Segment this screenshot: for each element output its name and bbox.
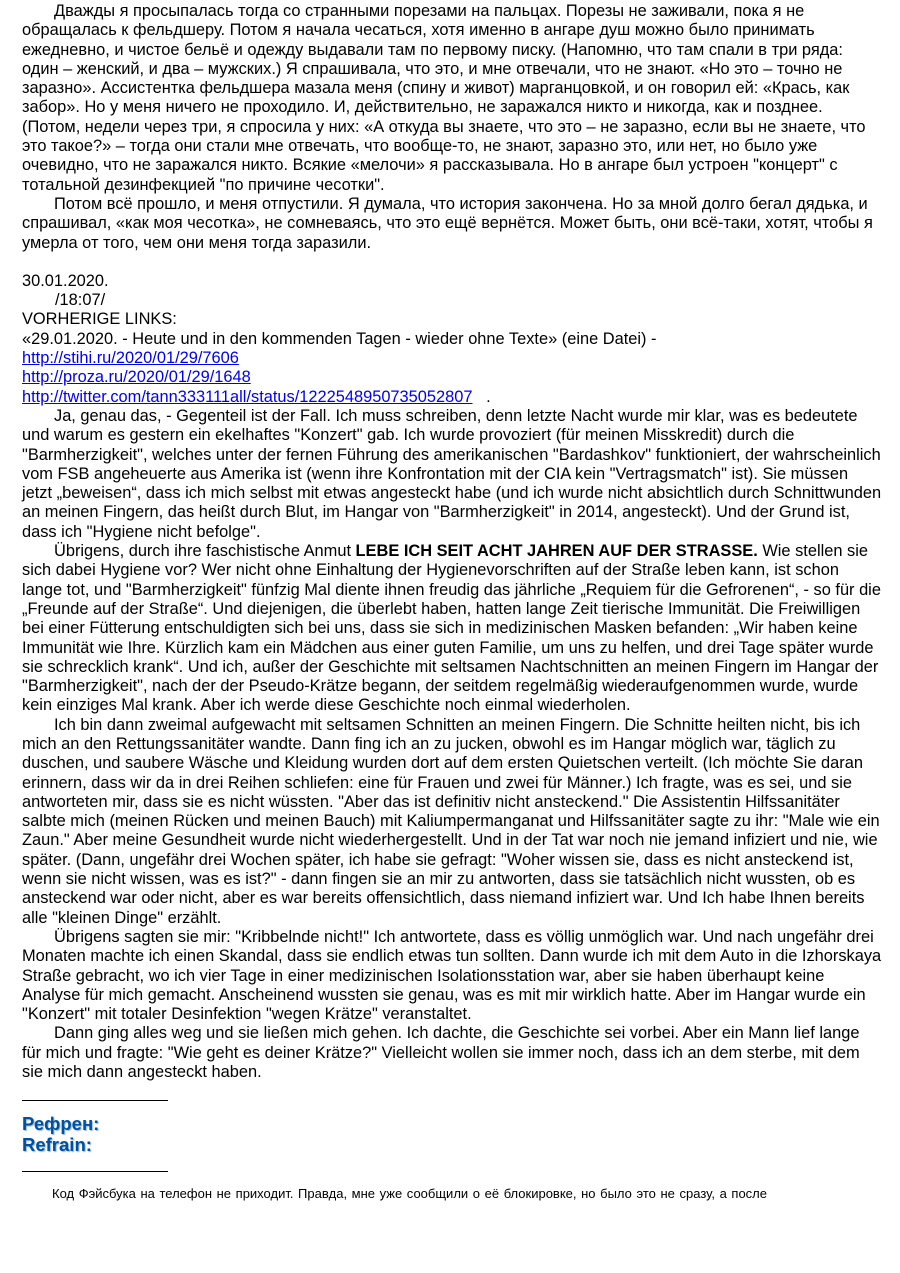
de-paragraph-2-start: Übrigens, durch ihre faschistische Anmut <box>54 542 356 561</box>
link-twitter[interactable]: http://twitter.com/tann333111all/status/1222548950735052807 <box>22 387 473 406</box>
post-time: /18:07/ <box>55 291 106 310</box>
divider-top <box>22 1100 168 1101</box>
post-date: 30.01.2020. <box>22 271 109 290</box>
de-paragraph-1: Ja, genau das, - Gegenteil ist der Fall. Ich muss schreiben, denn letzte Nacht wurde mir klar, was es bedeutete und warum es gestern ein ekelhaftes "Konzert" gab. Ich wurde provoziert (für meinen Misskredit) durch die "Barmherzigkeit", welches unter der fernen Führung des amerikanischen "Bardashkov" funktioniert, der wahrscheinlich vom FSB angeheuerte aus Amerika ist (wenn ihre Konfrontation mit der CIA kein "Vertragsmatch" ist). Sie müssen jetzt „beweisen“, dass ich mich selbst mit etwas angesteckt habe (und ich wurde nicht absichtlich durch Schnittwunden an meinen Fingern, das heißt durch Blut, im Hangar von "Barmherzigkeit" in 2014, angesteckt). Und der Grund ist, dass ich "Hygiene nicht befolge". <box>22 406 882 541</box>
document-body <box>22 2 882 1202</box>
de-paragraph-2-emphasis: LEBE ICH SEIT ACHT JAHREN AUF DER STRASSE. <box>355 542 758 561</box>
spacer <box>22 253 882 272</box>
de-paragraph-4: Übrigens sagten sie mir: "Kribbelnde nicht!" Ich antwortete, dass es völlig unmöglich war. Und nach ungefähr drei Monaten machte ich einen Skandal, dass sie endlich etwas tun sollten. Dann wurde ich mit dem Auto in die Izhorskaya Straße gebracht, wo ich vier Tage in einer medizinischen Isolationsstation war, aber sie haben überhaupt keine Analyse für mich gemacht. Anscheinend wussten sie genau, was es mit mir wirklich hatte. Aber im Hangar wurde ein "Konzert" mit totaler Desinfektion "wegen Krätze" veranstaltet. <box>22 927 882 1024</box>
de-paragraph-2-rest: Wie stellen sie sich dabei Hygiene vor? Wer nicht ohne Einhaltung der Hygienevorschriften auf der Straße leben kann, ist schon lange tot, und "Barmherzigkeit" fünfzig Mal diente ihnen freudig das jährliche „Requiem für die Gefrorenen“, - so für die „Freunde auf der Straße“. Und diejenigen, die überlebt haben, hatten lange Zeit tierische Immunität. Die Freiwilligen bei einer Fütterung entschuldigten sich bei uns, dass sie sich in medizinischen Masken befanden: „Wir haben keine Immunität wie Ihre. Kürzlich kam ein Mädchen aus einer guten Familie, um uns zu helfen, und drei Tage später wurde sie schrecklich krank“. Und ich, außer der Geschichte mit seltsamen Nachtschnitten an meinen Fingern im Hangar der "Barmherzigkeit", nach der der Pseudo-Krätze begann, der seitdem regelmäßig wiederaufgenommen wurde, wurde kein einziges Mal krank. Aber ich werde diese Geschichte noch einmal wiederholen. <box>22 542 881 715</box>
previous-links-title: «29.01.2020. - Heute und in den kommenden Tagen - wieder ohne Texte» (eine Datei) - <box>22 329 657 348</box>
link-trailing-dot: . <box>472 387 491 406</box>
link-proza[interactable]: http://proza.ru/2020/01/29/1648 <box>22 368 251 387</box>
de-paragraph-2 <box>22 542 882 716</box>
refrain-heading-ru: Рефрен: <box>22 1113 100 1135</box>
ru-paragraph-2: Потом всё прошло, и меня отпустили. Я думала, что история закончена. Но за мной долго бегал дядька, и спрашивал, «как моя чесотка», не сомневаясь, что это ещё вернётся. Может быть, они всё-таки, хотят, чтобы я умерла от того, чем они меня тогда заразили. <box>22 194 873 252</box>
de-paragraph-3: Ich bin dann zweimal aufgewacht mit seltsamen Schnitten an meinen Fingern. Die Schnitte heilten nicht, bis ich mich an den Rettungssanitäter wandte. Dann fing ich an zu jucken, obwohl es im Hangar möglich war, täglich zu duschen, und saubere Wäsche und Kleidung wurden dort auf dem ersten Quietschen verteilt. (Ich möchte Sie daran erinnern, dass wir da in drei Reihen schliefen: eine für Frauen und zwei für Männer.) Ich fragte, was es sei, und sie antworteten mir, dass sie es nicht wüssten. "Aber das ist definitiv nicht ansteckend." Die Assistentin Hilfssanitäter salbte mich (meinen Rücken und meinen Bauch) mit Kaliumpermanganat und Hilfssanitäter sagte zu ihr: "Male wie ein Zaun." Aber meine Gesundheit wurde nicht wiederhergestellt. Und in der Tat war noch nie jemand infiziert und nie, wie später. (Dann, ungefähr drei Wochen später, ich habe sie gefragt: "Woher wissen sie, dass es nicht ansteckend ist, wenn sie nicht wissen, was es ist?" - dann fingen sie an mir zu antworten, dass sie tatsächlich nicht wussten, ob es ansteckend war oder nicht, aber es war bereits offensichtlich, dass niemand infiziert war. Und Ich habe Ihnen bereits alle "kleinen Dinge" erzählt. <box>22 715 880 927</box>
refrain-heading-de: Refrain: <box>22 1134 92 1156</box>
ru-paragraph-1: Дважды я просыпалась тогда со странными порезами на пальцах. Порезы не заживали, пока я не обращалась к фельдшеру. Потом я начала чесаться, хотя именно в ангаре душ можно было принимать ежедневно, и чистое бельё и одежду выдавали там по первому писку. (Напомню, что там спали в три ряда: один – женский, и два – мужских.) Я спрашивала, что это, и мне отвечали, что не знают. «Но это – точно не заразно». Ассистентка фельдшера мазала меня (спину и живот) марганцовкой, и он говорил ей: «Крась, как забор». Но у меня ничего не проходило. И, действительно, не заражался никто и никогда, как и позднее. (Потом, недели через три, я спросила у них: «А откуда вы знаете, что это – не заразно, если вы не знаете, что это такое?» – тогда они стали мне отвечать, что вообще-то, не знают, заразно это, или нет, но было уже очевидно, что не заражался никто. Всякие «мелочи» я рассказывала. Но в ангаре был устроен "концерт" с тотальной дезинфекцией "по причине чесотки". <box>22 2 866 194</box>
previous-links-heading: VORHERIGE LINKS: <box>22 310 177 329</box>
de-paragraph-5: Dann ging alles weg und sie ließen mich gehen. Ich dachte, die Geschichte sei vorbei. Aber ein Mann lief lange für mich und fragte: "Wie geht es deiner Krätze?" Vielleicht wollen sie immer noch, dass ich an dem sterbe, mit dem sie mich dann angesteckt haben. <box>22 1024 860 1082</box>
divider-bottom <box>22 1171 168 1172</box>
link-stihi[interactable]: http://stihi.ru/2020/01/29/7606 <box>22 349 239 368</box>
footer-text: Код Фэйсбука на телефон не приходит. Правда, мне уже сообщили о её блокировке, но было это не сразу, а после <box>52 1186 767 1202</box>
